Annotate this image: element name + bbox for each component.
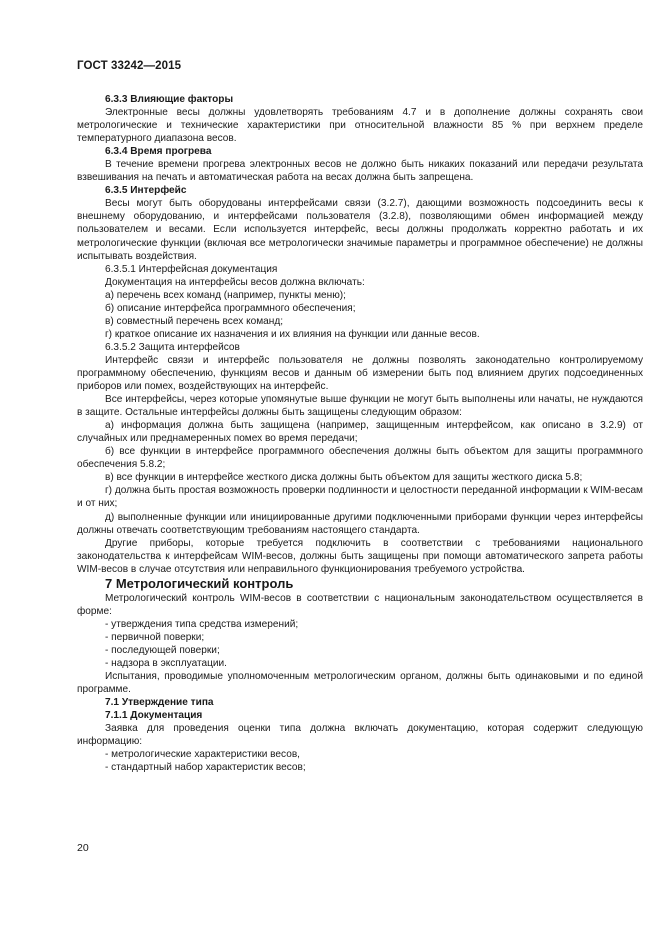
section-heading-6-3-3: 6.3.3 Влияющие факторы <box>105 94 234 105</box>
subsection-heading-6-3-5-1: 6.3.5.1 Интерфейсная документация <box>105 263 278 275</box>
subsection-heading-6-3-5-2: 6.3.5.2 Защита интерфейсов <box>105 341 240 353</box>
document-header-code: ГОСТ 33242—2015 <box>77 60 182 72</box>
list-item: г) должна быть простая возможность проверки подлинности и целостности переданной информации к WIM-весам и от них; <box>77 485 643 510</box>
paragraph: Интерфейс связи и интерфейс пользователя не должны позволять законодательно контролируемому программному обеспечению, функциям весов и данным об измерении быть под влиянием других подсоединенных приборов или помех, воздействующих на интерфейс. <box>77 354 643 393</box>
paragraph: Весы могут быть оборудованы интерфейсами связи (3.2.7), дающими возможность подсоединить весы к внешнему оборудованию, и интерфейсами пользователя (3.2.8), позволяющими обмен информацией между пользователем и весами. Если используется интерфейс, весы должны продолжать корректно работать и их метрологические функции (включая все метрологически значимые параметры и программное обеспечение) не должны испытывать воздействия. <box>77 198 643 262</box>
paragraph: Метрологический контроль WIM-весов в соответствии с национальным законодательством осуществляется в форме: <box>77 592 643 617</box>
list-item: в) совместный перечень всех команд; <box>105 315 284 327</box>
list-item: - последующей поверки; <box>105 644 220 656</box>
list-item: - метрологические характеристики весов, <box>105 749 300 761</box>
paragraph: Другие приборы, которые требуется подключить в соответствии с требованиями национального законодательства к интерфейсам WIM-весов, должны быть защищены при помощи автоматического запрета работы WIM-весов в случае отсутствия или неправильного функционирования требуемого устройства. <box>77 537 643 575</box>
list-item: - утверждения типа средства измерений; <box>105 618 299 630</box>
subsection-heading-7-1-1: 7.1.1 Документация <box>105 710 203 722</box>
list-item: а) информация должна быть защищена (например, защищенным интерфейсом, как описано в 3.2.9) от случайных или преднамеренных помех во время передачи; <box>77 420 643 445</box>
list-item: а) перечень всех команд (например, пункты меню); <box>105 289 346 301</box>
list-item: в) все функции в интерфейсе жесткого диска должны быть объектом для защиты жесткого диска 5.8; <box>105 472 583 484</box>
section-heading-7-1: 7.1 Утверждение типа <box>105 697 214 709</box>
paragraph: Документация на интерфейсы весов должна включать: <box>105 276 365 288</box>
list-item: г) краткое описание их назначения и их влияния на функции или данные весов. <box>105 328 480 340</box>
paragraph: В течение времени прогрева электронных весов не должно быть никаких показаний или передачи результата взвешивания на печать и автоматическая работа на весах должна быть запрещена. <box>77 159 643 184</box>
paragraph: Электронные весы должны удовлетворять требованиям 4.7 и в дополнение должны сохранять свои метрологические и технические характеристики при относительной влажности 85 % при верхнем пределе температурного диапазона весов. <box>77 107 643 145</box>
page-number: 20 <box>77 842 89 854</box>
list-item: - надзора в эксплуатации. <box>105 657 227 669</box>
list-item: б) все функции в интерфейсе программного обеспечения должны быть объектом для защиты программного обеспечения 5.8.2; <box>77 446 643 471</box>
section-heading-6-3-4: 6.3.4 Время прогрева <box>105 146 212 158</box>
paragraph: Заявка для проведения оценки типа должна включать документацию, которая содержит следующую информацию: <box>77 723 643 748</box>
list-item: - первичной поверки; <box>105 631 205 643</box>
list-item: д) выполненные функции или инициированные другими подключенными приборами функции через интерфейсы должны отвечать соответствующим требованиям настоящего стандарта. <box>77 511 643 536</box>
chapter-heading-7: 7 Метрологический контроль <box>105 575 294 591</box>
paragraph: Испытания, проводимые уполномоченным метрологическим органом, должны быть одинаковыми и по единой программе. <box>77 671 643 696</box>
document-body <box>77 93 643 774</box>
list-item: - стандартный набор характеристик весов; <box>105 762 306 774</box>
section-heading-6-3-5: 6.3.5 Интерфейс <box>105 185 187 197</box>
list-item: б) описание интерфейса программного обеспечения; <box>105 302 356 314</box>
paragraph: Все интерфейсы, через которые упомянутые выше функции не могут быть выполнены или начаты, не нуждаются в защите. Остальные интерфейсы должны быть защищены следующим образом: <box>77 394 643 419</box>
